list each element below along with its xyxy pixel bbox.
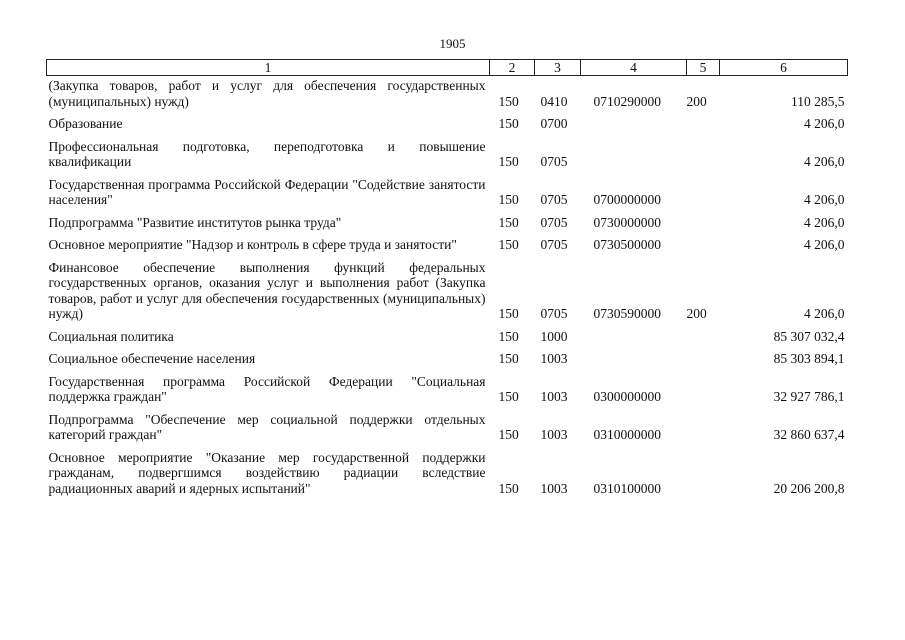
table-row — [47, 322, 848, 345]
table-body — [47, 76, 848, 497]
row-description: Профессиональная подготовка, переподготовка и повышение квалификации — [48, 138, 486, 169]
row-expense-type — [687, 405, 720, 443]
row-amount: 4 206,0 — [804, 306, 845, 321]
budget-table — [46, 59, 848, 496]
row-amount: 20 206 200,8 — [773, 480, 845, 496]
row-target-code: 0700000000 — [593, 192, 661, 207]
row-amount: 32 860 637,4 — [773, 427, 845, 442]
row-expense-type — [687, 443, 720, 497]
table-row — [47, 76, 848, 110]
row-amount: 4 206,0 — [804, 214, 845, 230]
row-target-code: 0730590000 — [593, 306, 661, 321]
row-description: Государственная программа Российской Федерации "Содействие занятости населения" — [48, 176, 486, 207]
row-section-code: 0705 — [540, 192, 568, 207]
row-amount: 4 206,0 — [804, 237, 845, 252]
row-description: Образование — [48, 116, 123, 131]
row-expense-type — [687, 132, 720, 170]
row-target-code — [581, 109, 687, 132]
row-ministry-code: 150 — [498, 154, 519, 169]
row-section-code: 1003 — [540, 480, 568, 496]
row-amount: 85 307 032,4 — [773, 328, 845, 344]
page-number: 1905 — [439, 36, 466, 51]
row-section-code: 1003 — [540, 389, 568, 404]
row-ministry-code: 150 — [498, 237, 519, 252]
row-expense-type — [687, 208, 720, 231]
header-col-1: 1 — [47, 60, 490, 76]
table-row — [47, 230, 848, 253]
row-description: Финансовое обеспечение выполнения функций федеральных государственных органов, оказания услуг и выполнения работ (Закупка товаров, работ и услуг для обеспечения государственных (муниципальных) нужд) — [48, 259, 486, 321]
row-amount: 85 303 894,1 — [773, 351, 845, 366]
row-amount: 4 206,0 — [804, 192, 845, 207]
row-expense-type — [687, 109, 720, 132]
header-col-4: 4 — [581, 60, 687, 76]
row-ministry-code: 150 — [498, 93, 519, 109]
row-amount: 4 206,0 — [804, 116, 845, 131]
row-target-code — [581, 322, 687, 345]
row-target-code — [581, 344, 687, 367]
row-expense-type — [687, 170, 720, 208]
row-section-code: 0705 — [540, 154, 568, 169]
table-row — [47, 405, 848, 443]
row-target-code: 0710290000 — [593, 93, 661, 109]
row-amount: 110 285,5 — [791, 93, 845, 109]
row-ministry-code: 150 — [498, 192, 519, 207]
row-section-code: 0705 — [540, 306, 568, 321]
row-expense-type: 200 — [686, 93, 707, 109]
row-section-code: 0410 — [540, 93, 568, 109]
table-row — [47, 443, 848, 497]
row-expense-type — [687, 322, 720, 345]
row-ministry-code: 150 — [498, 351, 519, 366]
row-description: Социальное обеспечение населения — [48, 351, 256, 366]
row-amount: 32 927 786,1 — [773, 389, 845, 404]
row-expense-type — [687, 230, 720, 253]
row-description: Подпрограмма "Развитие институтов рынка труда" — [48, 214, 342, 230]
row-expense-type — [687, 367, 720, 405]
row-section-code: 1000 — [540, 328, 568, 344]
row-section-code: 1003 — [540, 351, 568, 366]
row-section-code: 1003 — [540, 427, 568, 442]
row-expense-type: 200 — [686, 306, 707, 321]
row-ministry-code: 150 — [498, 214, 519, 230]
row-description: Основное мероприятие "Надзор и контроль в сфере труда и занятости" — [48, 237, 457, 252]
row-ministry-code: 150 — [498, 480, 519, 496]
header-col-2: 2 — [490, 60, 535, 76]
row-ministry-code: 150 — [498, 328, 519, 344]
row-amount: 4 206,0 — [804, 154, 845, 169]
row-description: Государственная программа Российской Федерации "Социальная поддержка граждан" — [48, 373, 486, 404]
table-row — [47, 253, 848, 322]
row-target-code: 0300000000 — [593, 389, 661, 404]
row-section-code: 0705 — [540, 237, 568, 252]
table-row — [47, 132, 848, 170]
row-target-code — [581, 132, 687, 170]
header-col-6: 6 — [720, 60, 848, 76]
row-section-code: 0705 — [540, 214, 568, 230]
row-target-code: 0730500000 — [593, 237, 661, 252]
row-section-code: 0700 — [540, 116, 568, 131]
row-target-code: 0310100000 — [593, 480, 661, 496]
table-header-row — [47, 60, 848, 76]
row-description: Подпрограмма "Обеспечение мер социальной поддержки отдельных категорий граждан" — [48, 411, 486, 442]
row-expense-type — [687, 344, 720, 367]
table-row — [47, 367, 848, 405]
row-description: (Закупка товаров, работ и услуг для обеспечения государственных (муниципальных) нужд) — [48, 78, 486, 109]
table-row — [47, 208, 848, 231]
table-row — [47, 344, 848, 367]
row-target-code: 0310000000 — [593, 427, 661, 442]
row-target-code: 0730000000 — [593, 214, 661, 230]
table-row — [47, 170, 848, 208]
row-ministry-code: 150 — [498, 306, 519, 321]
row-ministry-code: 150 — [498, 389, 519, 404]
table-row — [47, 109, 848, 132]
header-col-3: 3 — [535, 60, 581, 76]
row-ministry-code: 150 — [498, 116, 519, 131]
header-col-5: 5 — [687, 60, 720, 76]
row-description: Основное мероприятие "Оказание мер государственной поддержки гражданам, подвергшимся воздействию радиации вследствие радиационных аварий и ядерных испытаний" — [48, 449, 486, 496]
row-ministry-code: 150 — [498, 427, 519, 442]
row-description: Социальная политика — [48, 328, 174, 344]
